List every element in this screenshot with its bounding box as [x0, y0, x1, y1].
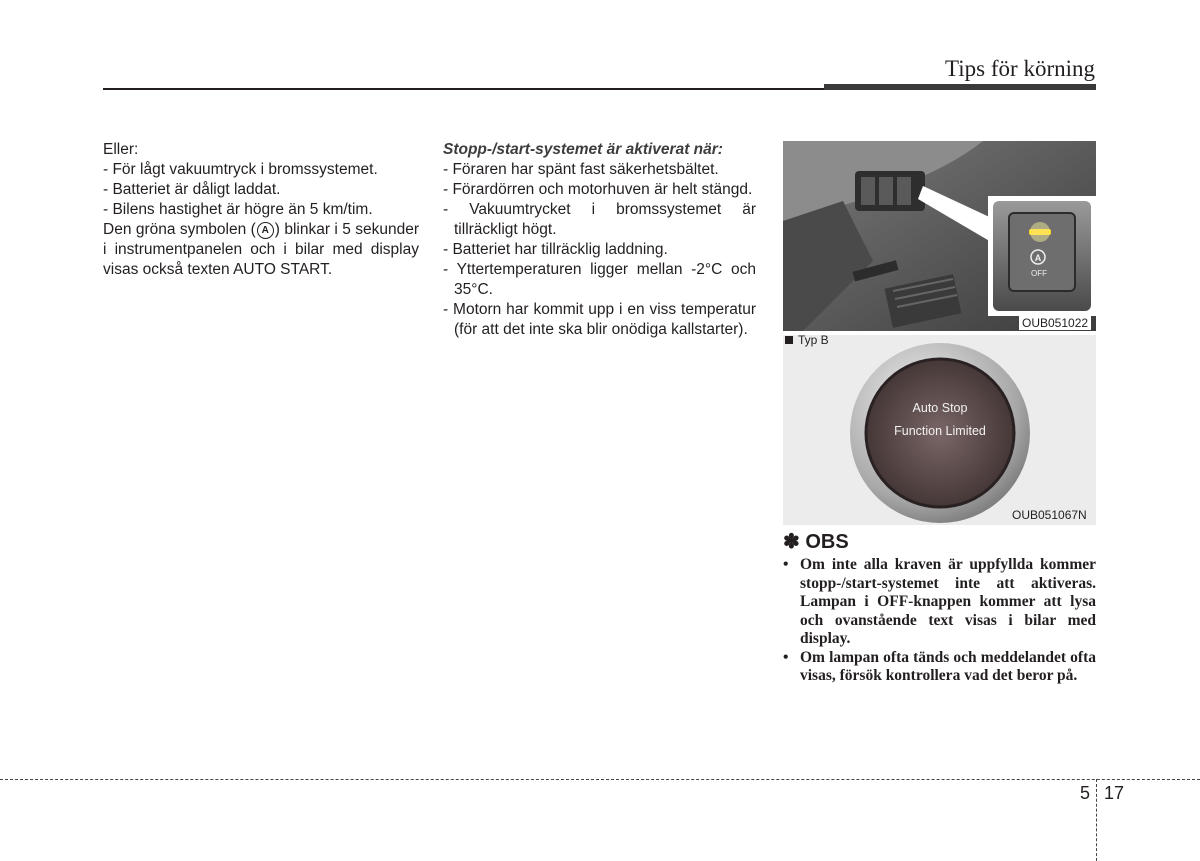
green-symbol-paragraph [103, 220, 419, 280]
type-marker-icon [785, 336, 793, 344]
list-item: - Batteriet är dåligt laddat. [103, 181, 281, 198]
section-number: 5 [1080, 783, 1091, 803]
list-item: - Förardörren och motorhuven är helt stängd. [443, 181, 753, 198]
header-rule-accent [824, 84, 1096, 90]
obs-list [783, 556, 1096, 686]
button-off-label: OFF [1031, 269, 1047, 278]
section-heading: Stopp-/start-systemet är aktiverat när: [443, 141, 723, 158]
auto-stop-icon: A [257, 222, 274, 239]
auto-stop-display-photo [783, 335, 1096, 525]
list-item: - För lågt vakuumtryck i bromssystemet. [103, 161, 378, 178]
page-header-title: Tips för körning [945, 56, 1095, 81]
obs-item: • Om inte alla kraven är uppfyllda kommer stopp-/start-systemet inte att aktiveras. Lampan i OFF-knappen kommer att lysa och ovanstående text visas i bilar med display. [783, 556, 1096, 649]
dashboard-photo [783, 141, 1096, 331]
paragraph-text: ) blinkar i 5 sekunder i instrumentpanelen och i bilar med display visas också texten AUTO START. [103, 221, 419, 278]
type-text: Typ B [798, 333, 829, 347]
middle-column [443, 140, 756, 340]
type-label [785, 333, 829, 347]
left-column [103, 140, 419, 280]
footer-divider [0, 779, 1200, 780]
page-number: 17 [1104, 783, 1125, 803]
figure-code: OUB051067N [1012, 508, 1087, 522]
obs-title: ✽ OBS [783, 531, 849, 553]
auto-stop-illustration [783, 335, 1096, 525]
list-item: - Vakuumtrycket i bromssystemet är tillräckligt högt. [443, 201, 756, 238]
intro-text: Eller: [103, 141, 139, 158]
dashboard-illustration [783, 141, 1096, 331]
header-rule [103, 88, 825, 90]
list-item: - Motorn har kommit upp i en viss temperatur (för att det inte ska blir onödiga kallstarter). [443, 301, 756, 338]
display-line1: Auto Stop [912, 401, 968, 415]
button-letter: A [1034, 253, 1042, 263]
obs-item: • Om lampan ofta tänds och meddelandet ofta visas, försök kontrollera vad det beror på. [783, 649, 1096, 686]
paragraph-text: Den gröna symbolen ( [103, 221, 256, 238]
list-item: - Föraren har spänt fast säkerhetsbältet. [443, 161, 719, 178]
display-line2: Function Limited [894, 424, 986, 438]
figure-code: OUB051022 [1019, 316, 1091, 330]
list-item: - Bilens hastighet är högre än 5 km/tim. [103, 201, 373, 218]
list-item: - Yttertemperaturen ligger mellan -2°C och 35°C. [443, 261, 756, 298]
list-item: - Batteriet har tillräcklig laddning. [443, 241, 668, 258]
footer-page-divider [1096, 779, 1097, 861]
